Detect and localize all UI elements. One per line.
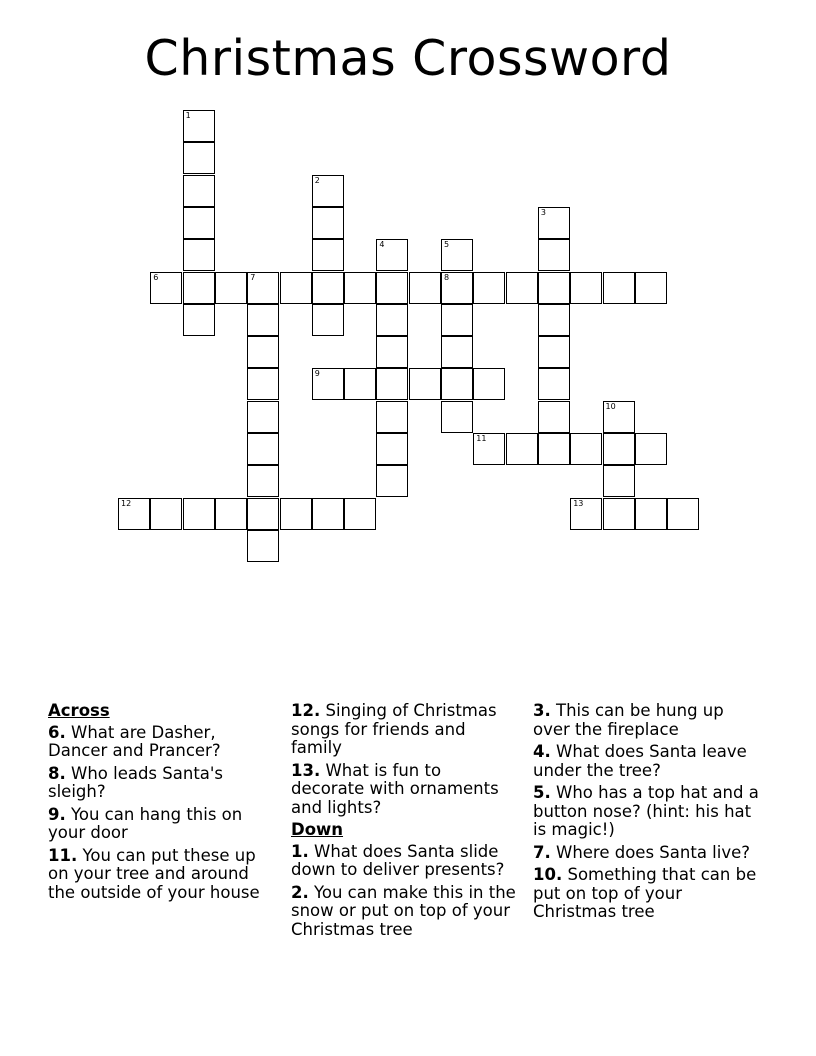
grid-cell[interactable] — [183, 207, 215, 239]
grid-cell[interactable] — [376, 272, 408, 304]
clue-column-1 — [48, 702, 276, 906]
grid-cell[interactable] — [183, 110, 215, 142]
grid-cell[interactable] — [667, 498, 699, 530]
clue-number: 12 — [121, 498, 132, 508]
grid-cell[interactable] — [376, 368, 408, 400]
grid-cell[interactable] — [183, 272, 215, 304]
clue-down-4: 4. What does Santa leave under the tree? — [533, 742, 747, 780]
grid-cell[interactable] — [280, 498, 312, 530]
clue-number: 9 — [314, 369, 320, 379]
grid-cell[interactable] — [247, 336, 279, 368]
grid-cell[interactable] — [603, 401, 635, 433]
clue-down-10: 10. Something that can be put on top of your Christmas tree — [533, 865, 757, 921]
grid-cell[interactable] — [312, 304, 344, 336]
grid-cell[interactable] — [603, 433, 635, 465]
grid-cell[interactable] — [247, 272, 279, 304]
clue-number: 7 — [250, 272, 256, 282]
grid-cell[interactable] — [570, 498, 602, 530]
grid-cell[interactable] — [538, 304, 570, 336]
clue-across-12: 12. Singing of Christmas songs for friends and family — [291, 701, 497, 757]
grid-cell[interactable] — [247, 368, 279, 400]
down-heading: Down — [291, 820, 344, 839]
clue-down-7: 7. Where does Santa live? — [533, 842, 751, 862]
grid-cell[interactable] — [183, 304, 215, 336]
grid-cell[interactable] — [247, 401, 279, 433]
clue-number: 2 — [314, 175, 320, 185]
grid-cell[interactable] — [247, 304, 279, 336]
across-heading: Across — [48, 701, 110, 720]
clue-number: 11 — [476, 434, 487, 443]
clue-number: 3 — [540, 207, 546, 217]
grid-cell[interactable] — [183, 498, 215, 530]
clue-across-13: 13. What is fun to decorate with ornaments and lights? — [291, 760, 499, 817]
grid-cell[interactable] — [538, 272, 570, 304]
clue-number: 10 — [605, 401, 616, 411]
grid-cell[interactable] — [538, 207, 570, 239]
grid-cell[interactable] — [538, 401, 570, 433]
grid-cell[interactable] — [441, 304, 473, 336]
grid-cell[interactable] — [312, 239, 344, 271]
grid-cell[interactable] — [635, 498, 667, 530]
grid-cell[interactable] — [376, 239, 408, 271]
grid-cell[interactable] — [441, 336, 473, 368]
grid-cell[interactable] — [441, 272, 473, 304]
grid-cell[interactable] — [506, 272, 538, 304]
grid-cell[interactable] — [441, 401, 473, 433]
grid-cell[interactable] — [183, 175, 215, 207]
grid-cell[interactable] — [376, 465, 408, 497]
clue-down-3: 3. This can be hung up over the fireplace — [533, 701, 724, 739]
grid-cell[interactable] — [538, 336, 570, 368]
grid-cell[interactable] — [570, 272, 602, 304]
grid-cell[interactable] — [603, 465, 635, 497]
grid-cell[interactable] — [570, 433, 602, 465]
clue-number: 1 — [185, 111, 191, 120]
grid-cell[interactable] — [312, 175, 344, 207]
grid-cell[interactable] — [409, 368, 441, 400]
clue-across-8: 8. Who leads Santa's sleigh? — [48, 763, 224, 801]
clue-across-11: 11. You can put these up on your tree and around the outside of your house — [48, 845, 260, 902]
grid-cell[interactable] — [473, 272, 505, 304]
clue-across-9: 9. You can hang this on your door — [48, 804, 243, 842]
clue-column-3 — [533, 702, 761, 926]
clue-column-2 — [291, 702, 519, 943]
grid-cell[interactable] — [150, 498, 182, 530]
grid-cell[interactable] — [603, 498, 635, 530]
grid-cell[interactable] — [215, 498, 247, 530]
grid-cell[interactable] — [441, 239, 473, 271]
grid-cell[interactable] — [344, 272, 376, 304]
clue-number: 5 — [444, 240, 450, 250]
grid-cell[interactable] — [312, 207, 344, 239]
grid-cell[interactable] — [247, 530, 279, 562]
clue-across-6: 6. What are Dasher, Dancer and Prancer? — [48, 722, 221, 760]
grid-cell[interactable] — [247, 498, 279, 530]
grid-cell[interactable] — [409, 272, 441, 304]
grid-cell[interactable] — [441, 368, 473, 400]
grid-cell[interactable] — [376, 433, 408, 465]
grid-cell[interactable] — [280, 272, 312, 304]
clue-number: 8 — [444, 272, 450, 282]
clue-down-5: 5. Who has a top hat and a button nose? (hint: his hat is magic!) — [533, 783, 759, 839]
clue-down-2: 2. You can make this in the snow or put on top of your Christmas tree — [291, 882, 516, 939]
grid-cell[interactable] — [538, 433, 570, 465]
grid-cell[interactable] — [473, 433, 505, 465]
grid-cell[interactable] — [635, 272, 667, 304]
page-title: Christmas Crossword — [144, 30, 672, 87]
grid-cell[interactable] — [506, 433, 538, 465]
grid-cell[interactable] — [376, 401, 408, 433]
grid-cell[interactable] — [118, 498, 150, 530]
clue-number: 6 — [153, 272, 159, 282]
grid-cell[interactable] — [247, 433, 279, 465]
grid-cell[interactable] — [312, 498, 344, 530]
clue-number: 13 — [573, 498, 584, 508]
grid-cell[interactable] — [183, 142, 215, 174]
grid-cell[interactable] — [312, 272, 344, 304]
grid-cell[interactable] — [150, 272, 182, 304]
grid-cell[interactable] — [376, 304, 408, 336]
grid-cell[interactable] — [376, 336, 408, 368]
grid-cell[interactable] — [215, 272, 247, 304]
grid-cell[interactable] — [247, 465, 279, 497]
grid-cell[interactable] — [635, 433, 667, 465]
grid-cell[interactable] — [538, 368, 570, 400]
grid-cell[interactable] — [344, 498, 376, 530]
grid-cell[interactable] — [312, 368, 344, 400]
grid-cell[interactable] — [473, 368, 505, 400]
grid-cell[interactable] — [344, 368, 376, 400]
grid-cell[interactable] — [538, 239, 570, 271]
grid-cell[interactable] — [183, 239, 215, 271]
clue-down-1: 1. What does Santa slide down to deliver presents? — [291, 841, 505, 879]
grid-cell[interactable] — [603, 272, 635, 304]
clue-number: 4 — [379, 240, 385, 250]
